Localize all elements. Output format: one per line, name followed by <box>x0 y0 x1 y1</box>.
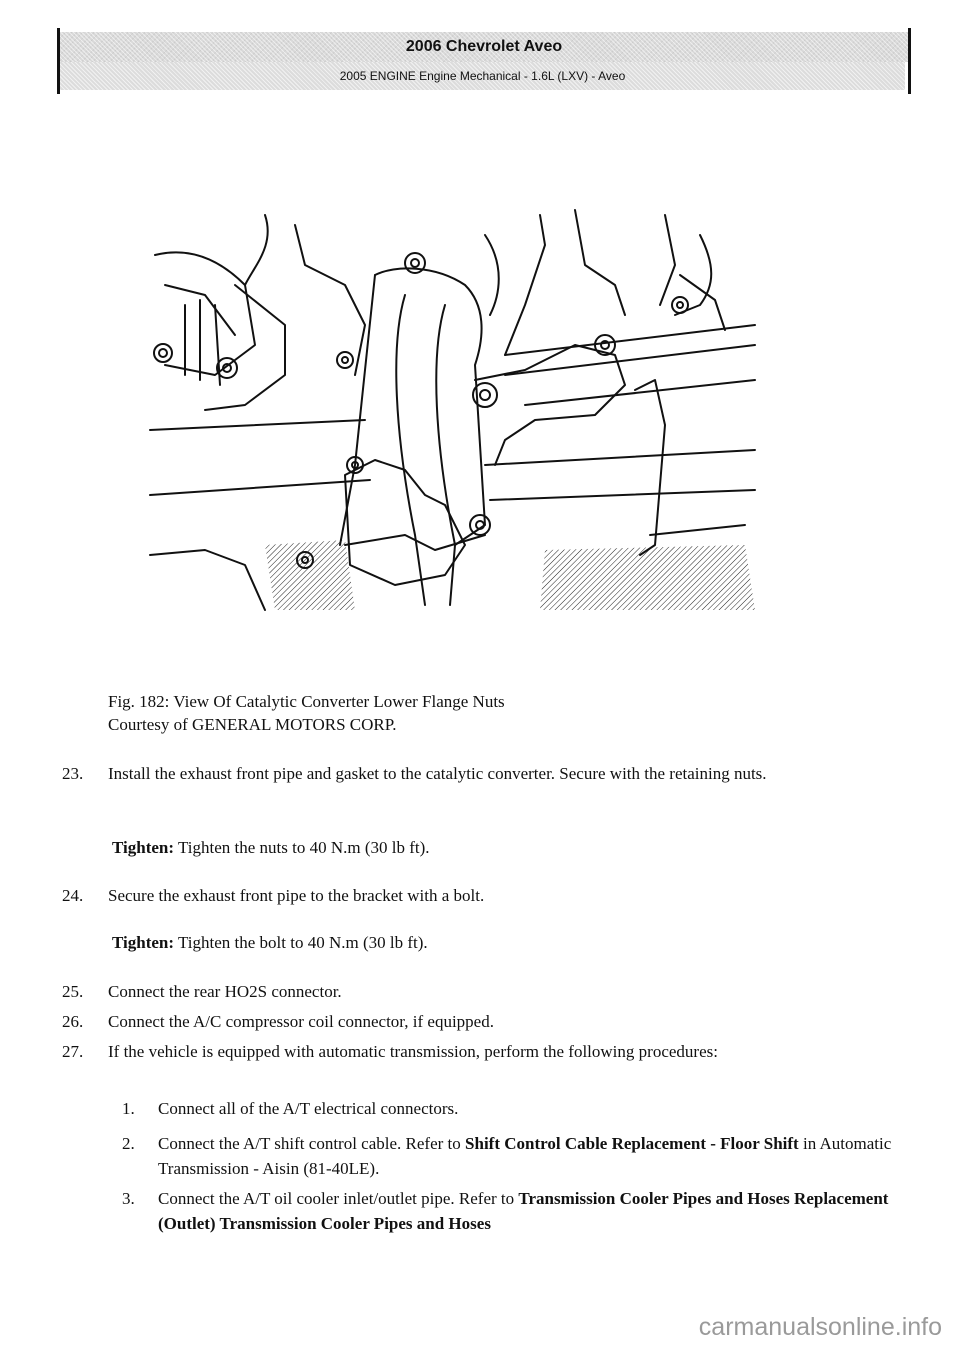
transmission-cooler-pipes-link[interactable]: Transmission Cooler Pipes and Hoses Replacement (Outlet) Transmission Cooler Pipes and Hoses <box>158 1189 889 1233</box>
header-subtitle-band <box>60 62 905 90</box>
substep-number: 3. <box>122 1189 135 1208</box>
figure-caption <box>108 690 505 736</box>
step-number: 25. <box>62 982 84 1001</box>
step-number: 27. <box>62 1042 84 1061</box>
substep-text-wrap <box>158 1186 898 1236</box>
substep-text-wrap <box>158 1131 898 1181</box>
tighten-text: Tighten the bolt to 40 N.m (30 lb ft). <box>178 933 428 952</box>
step-text: Connect the rear HO2S connector. <box>108 982 342 1001</box>
substep-text: Connect all of the A/T electrical connectors. <box>158 1099 459 1118</box>
substep-text-tail: in Automatic Transmission - Aisin (81-40LE). <box>158 1134 892 1178</box>
step-text: If the vehicle is equipped with automatic transmission, perform the following procedures: <box>108 1042 718 1061</box>
step-number: 26. <box>62 1012 84 1031</box>
header-subtitle: 2005 ENGINE Engine Mechanical - 1.6L (LXV) - Aveo <box>339 69 626 83</box>
substep-number: 2. <box>122 1134 135 1153</box>
header-title: 2006 Chevrolet Aveo <box>60 32 908 62</box>
step-text: Install the exhaust front pipe and gasket to the catalytic converter. Secure with the retaining nuts. <box>108 764 767 783</box>
tighten-label: Tighten: <box>112 838 175 857</box>
caption-title: Fig. 182: View Of Catalytic Converter Lower Flange Nuts <box>108 692 505 711</box>
substep-text: Connect the A/T oil cooler inlet/outlet pipe. Refer to <box>158 1189 519 1208</box>
catalytic-converter-figure <box>145 205 760 615</box>
tighten-label: Tighten: <box>112 933 175 952</box>
step-text: Secure the exhaust front pipe to the bracket with a bolt. <box>108 886 485 905</box>
substep-text: Connect the A/T shift control cable. Refer to <box>158 1134 466 1153</box>
step-text: Connect the A/C compressor coil connector, if equipped. <box>108 1012 494 1031</box>
caption-credit: Courtesy of GENERAL MOTORS CORP. <box>108 715 397 734</box>
shift-control-cable-link[interactable]: Shift Control Cable Replacement - Floor Shift <box>465 1134 799 1153</box>
tighten-spec-23 <box>112 838 430 858</box>
step-number: 23. <box>62 764 84 783</box>
tighten-text: Tighten the nuts to 40 N.m (30 lb ft). <box>178 838 430 857</box>
substep-number: 1. <box>122 1099 135 1118</box>
watermark: carmanualsonline.info <box>698 1313 942 1341</box>
tighten-spec-24 <box>112 933 428 953</box>
step-number: 24. <box>62 886 84 905</box>
